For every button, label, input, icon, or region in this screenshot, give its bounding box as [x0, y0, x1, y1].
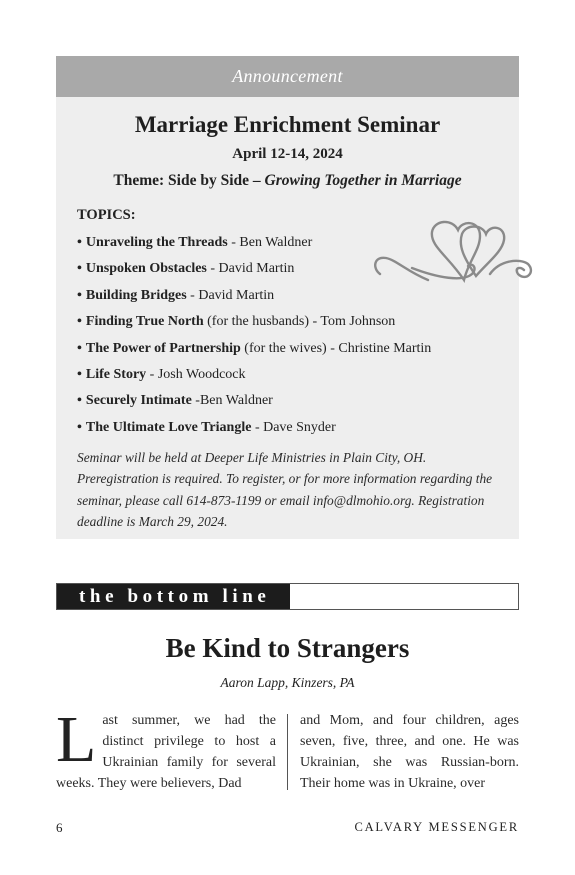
seminar-theme [56, 172, 519, 190]
topic-speaker: - Dave Snyder [251, 419, 336, 435]
article-column-right [300, 710, 519, 794]
announcement-box [56, 56, 519, 539]
publication-title: CALVARY MESSENGER [354, 820, 519, 834]
topic-item [77, 312, 431, 338]
topic-speaker: - David Martin [186, 287, 275, 303]
topic-title: Building Bridges [85, 287, 187, 303]
topic-title: The Power of Partnership [85, 340, 241, 356]
column-text: ast summer, we had the distinct privilege to host a Ukrainian family for several weeks. They were believers, Dad [56, 713, 276, 791]
seminar-date: April 12-14, 2024 [232, 146, 343, 162]
topic-title: Unraveling the Threads [85, 235, 228, 250]
article-column-left [56, 703, 276, 794]
bullet: • [77, 419, 82, 435]
topic-item [77, 391, 431, 417]
article-title: Be Kind to Strangers [165, 633, 410, 663]
topic-speaker: -Ben Waldner [191, 393, 273, 409]
section-label: the bottom line [57, 584, 290, 609]
announcement-header: Announcement [56, 56, 519, 97]
bullet: • [77, 340, 82, 356]
column-divider [287, 714, 288, 790]
bullet: • [77, 261, 82, 277]
section-banner [56, 583, 519, 610]
bullet: • [77, 235, 82, 250]
topic-title: The Ultimate Love Triangle [85, 419, 252, 435]
topics-heading: TOPICS: [77, 207, 136, 223]
bullet: • [77, 314, 82, 330]
column-text: and Mom, and four children, ages seven, five, three, and one. He was Ukrainian, she was Russian-born. Their home was in Ukraine, over [300, 713, 519, 791]
topic-speaker: (for the husbands) - Tom Johnson [203, 314, 396, 330]
bullet: • [77, 287, 82, 303]
topic-speaker: - Ben Waldner [227, 235, 313, 250]
bullet: • [77, 393, 82, 409]
page-number: 6 [56, 820, 63, 835]
theme-subtitle: Growing Together in Marriage [264, 172, 462, 189]
topic-speaker: - David Martin [206, 261, 295, 277]
drop-cap: L [56, 703, 97, 776]
hearts-swirl-icon [368, 216, 534, 292]
topic-item [77, 418, 431, 444]
topic-title: Finding True North [85, 314, 204, 330]
topic-speaker: (for the wives) - Christine Martin [240, 340, 432, 356]
topic-title: Life Story [85, 366, 147, 382]
article-byline: Aaron Lapp, Kinzers, PA [220, 675, 355, 690]
topic-item [77, 365, 431, 391]
bullet: • [77, 366, 82, 382]
seminar-note: Seminar will be held at Deeper Life Ministries in Plain City, OH. Preregistration is required. To register, or for more information regarding the seminar, please call 614-873-1199 or email info@dlmohio.org. Registration deadline is March 29, 2024. [77, 450, 493, 529]
topic-item [77, 339, 431, 365]
topic-title: Securely Intimate [85, 393, 192, 409]
seminar-title: Marriage Enrichment Seminar [134, 112, 441, 137]
theme-prefix: Theme: Side by Side – [113, 172, 265, 189]
topic-title: Unspoken Obstacles [85, 261, 207, 277]
topic-speaker: - Josh Woodcock [146, 366, 246, 382]
